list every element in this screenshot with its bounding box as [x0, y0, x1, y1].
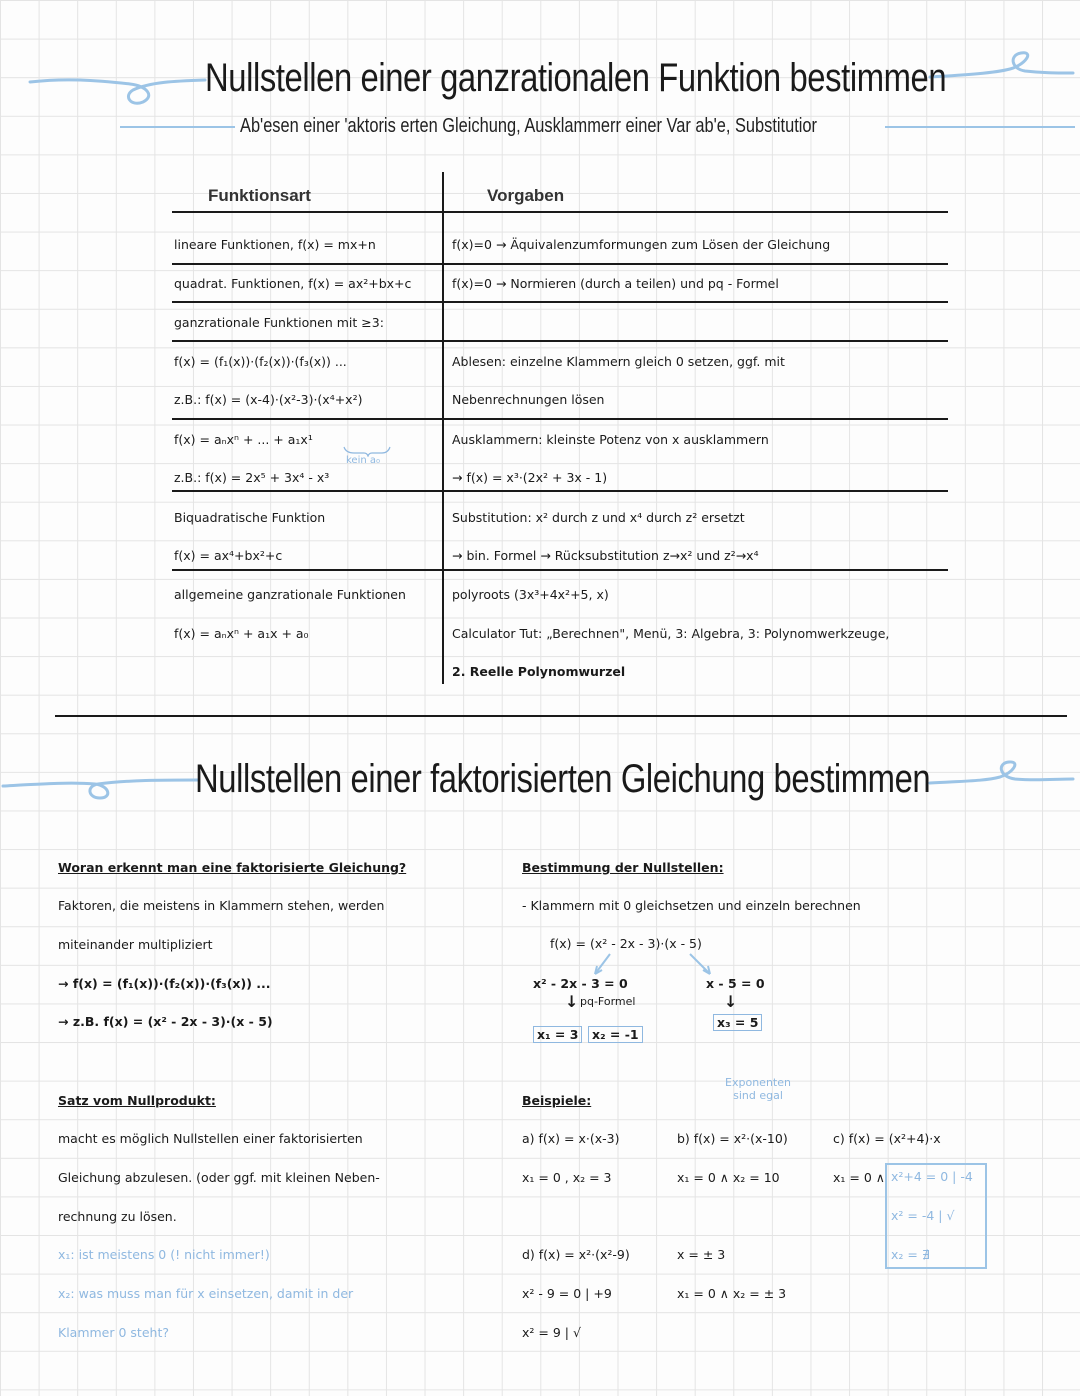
row-ganzrational-label: ganzrationale Funktionen mit ≥3:	[174, 315, 384, 330]
result-x3: x₃ = 5	[713, 1014, 762, 1031]
row-allgemein-left1: allgemeine ganzrationale Funktionen	[174, 587, 406, 602]
example-d-result: x₁ = 0 ∧ x₂ = ± 3	[677, 1286, 787, 1301]
row-ganzrational-formula: f(x) = (f₁(x))·(f₂(x))·(f₃(x)) ...	[174, 354, 347, 369]
example-c-box-line1: x²+4 = 0 | -4	[891, 1169, 973, 1184]
satz-line2: Gleichung abzulesen. (oder ggf. mit kleinen Neben-	[58, 1170, 380, 1185]
section1-subtitle: Ab'esen einer 'aktoris erten Gleichung, Ausklammerr einer Var ab'e, Substitutior	[240, 115, 817, 137]
row-rule	[172, 569, 948, 571]
row-rule	[172, 490, 948, 492]
table-header-rule	[172, 211, 948, 213]
satz-line3: rechnung zu lösen.	[58, 1209, 177, 1224]
row-ausklammern-left2: z.B.: f(x) = 2x⁵ + 3x⁴ - x³	[174, 470, 330, 485]
example-d-step2: x² = 9 | √	[522, 1325, 581, 1340]
satz-line1: macht es möglich Nullstellen einer faktorisierten	[58, 1131, 363, 1146]
section2-title: Nullstellen einer faktorisierten Gleichung bestimmen	[195, 757, 931, 801]
row-ausklammern-left1: f(x) = aₙxⁿ + ... + a₁x¹	[174, 432, 313, 447]
row-linear-right: f(x)=0 → Äquivalenzumformungen zum Lösen der Gleichung	[452, 237, 831, 252]
row-biquad-right2: → bin. Formel → Rücksubstitution z→x² und z²→x⁴	[452, 548, 759, 563]
example-a-result: x₁ = 0 , x₂ = 3	[522, 1170, 612, 1185]
faktorisiert-formula1: → f(x) = (f₁(x))·(f₂(x))·(f₃(x)) ...	[58, 976, 271, 991]
row-ablesen-line2: Nebenrechnungen lösen	[452, 392, 605, 407]
row-rule	[172, 301, 948, 303]
satz-heading: Satz vom Nullprodukt:	[58, 1093, 216, 1108]
row-biquad-right1: Substitution: x² durch z und x⁴ durch z² ersetzt	[452, 510, 745, 525]
row-ausklammern-right2: → f(x) = x³·(2x² + 3x - 1)	[452, 470, 608, 485]
example-d-function: d) f(x) = x²·(x²-9)	[522, 1247, 630, 1262]
blue-note-line3: Klammer 0 steht?	[58, 1325, 169, 1340]
example-d-plusminus: x = ± 3	[677, 1247, 726, 1262]
row-quadratic-right: f(x)=0 → Normieren (durch a teilen) und pq - Formel	[452, 276, 779, 291]
example-c-box	[885, 1163, 987, 1269]
kein-note: kein a₀	[346, 455, 381, 466]
row-rule	[172, 263, 948, 265]
blue-note-line1: x₁: ist meistens 0 (! nicht immer!)	[58, 1247, 270, 1262]
section1-title: Nullstellen einer ganzrationalen Funktion bestimmen	[205, 56, 947, 100]
pq-formel-label: pq-Formel	[580, 995, 636, 1008]
row-rule	[172, 418, 948, 420]
down-arrow-left: ↓	[565, 992, 579, 1011]
title-swirl-left	[25, 60, 210, 115]
row-ganzrational-example: z.B.: f(x) = (x-4)·(x²-3)·(x⁴+x²)	[174, 392, 363, 407]
row-linear-left: lineare Funktionen, f(x) = mx+n	[174, 237, 376, 252]
result-x1: x₁ = 3	[533, 1026, 582, 1043]
subtitle-line-right	[885, 126, 1075, 128]
title-swirl-right	[925, 45, 1075, 90]
subtitle-line-left	[120, 126, 235, 128]
row-allgemein-right3: 2. Reelle Polynomwurzel	[452, 664, 626, 679]
example-d-step1: x² - 9 = 0 | +9	[522, 1286, 612, 1301]
row-rule	[172, 340, 948, 342]
row-allgemein-right1: polyroots (3x³+4x²+5, x)	[452, 587, 609, 602]
row-ablesen-line1: Ablesen: einzelne Klammern gleich 0 setzen, ggf. mit	[452, 354, 785, 369]
example-a-function: a) f(x) = x·(x-3)	[522, 1131, 620, 1146]
right-equation: x - 5 = 0	[706, 976, 765, 991]
section-separator	[55, 715, 1067, 717]
table-header-funktionsart: Funktionsart	[208, 186, 311, 205]
title2-swirl-right	[925, 755, 1075, 795]
blue-note-line2: x₂: was muss man für x einsetzen, damit in der	[58, 1286, 354, 1301]
bestimmung-heading: Bestimmung der Nullstellen:	[522, 860, 724, 875]
table-vertical-divider	[442, 172, 444, 684]
faktorisiert-answer-line2: miteinander multipliziert	[58, 937, 213, 952]
row-ausklammern-right1: Ausklammern: kleinste Potenz von x ausklammern	[452, 432, 769, 447]
faktorisiert-formula2: → z.B. f(x) = (x² - 2x - 3)·(x - 5)	[58, 1014, 273, 1029]
bestimmung-line1: - Klammern mit 0 gleichsetzen und einzeln berechnen	[522, 898, 861, 913]
table-header-vorgaben: Vorgaben	[487, 186, 565, 205]
faktorisiert-answer-line1: Faktoren, die meistens in Klammern stehen, werden	[58, 898, 385, 913]
row-allgemein-right2: Calculator Tut: „Berechnen", Menü, 3: Algebra, 3: Polynomwerkzeuge,	[452, 626, 890, 641]
row-quadratic-left: quadrat. Funktionen, f(x) = ax²+bx+c	[174, 276, 412, 291]
title2-swirl-left	[0, 770, 200, 810]
example-b-result: x₁ = 0 ∧ x₂ = 10	[677, 1170, 780, 1185]
exponenten-note: Exponenten sind egal	[725, 1076, 791, 1102]
down-arrow-right: ↓	[724, 992, 738, 1011]
row-biquad-left1: Biquadratische Funktion	[174, 510, 326, 525]
bestimmung-function: f(x) = (x² - 2x - 3)·(x - 5)	[550, 936, 702, 951]
beispiele-heading: Beispiele:	[522, 1093, 592, 1108]
example-c-result: x₁ = 0 ∧	[833, 1170, 885, 1185]
row-biquad-left2: f(x) = ax⁴+bx²+c	[174, 548, 283, 563]
example-c-box-line2: x² = -4 | √	[891, 1208, 955, 1223]
example-c-box-line3: x₂ = ∄	[891, 1247, 930, 1262]
faktorisiert-question: Woran erkennt man eine faktorisierte Gleichung?	[58, 860, 407, 875]
row-allgemein-left2: f(x) = aₙxⁿ + a₁x + a₀	[174, 626, 309, 641]
example-c-function: c) f(x) = (x²+4)·x	[833, 1131, 941, 1146]
left-equation: x² - 2x - 3 = 0	[533, 976, 628, 991]
example-b-function: b) f(x) = x²·(x-10)	[677, 1131, 788, 1146]
result-x2: x₂ = -1	[588, 1026, 643, 1043]
